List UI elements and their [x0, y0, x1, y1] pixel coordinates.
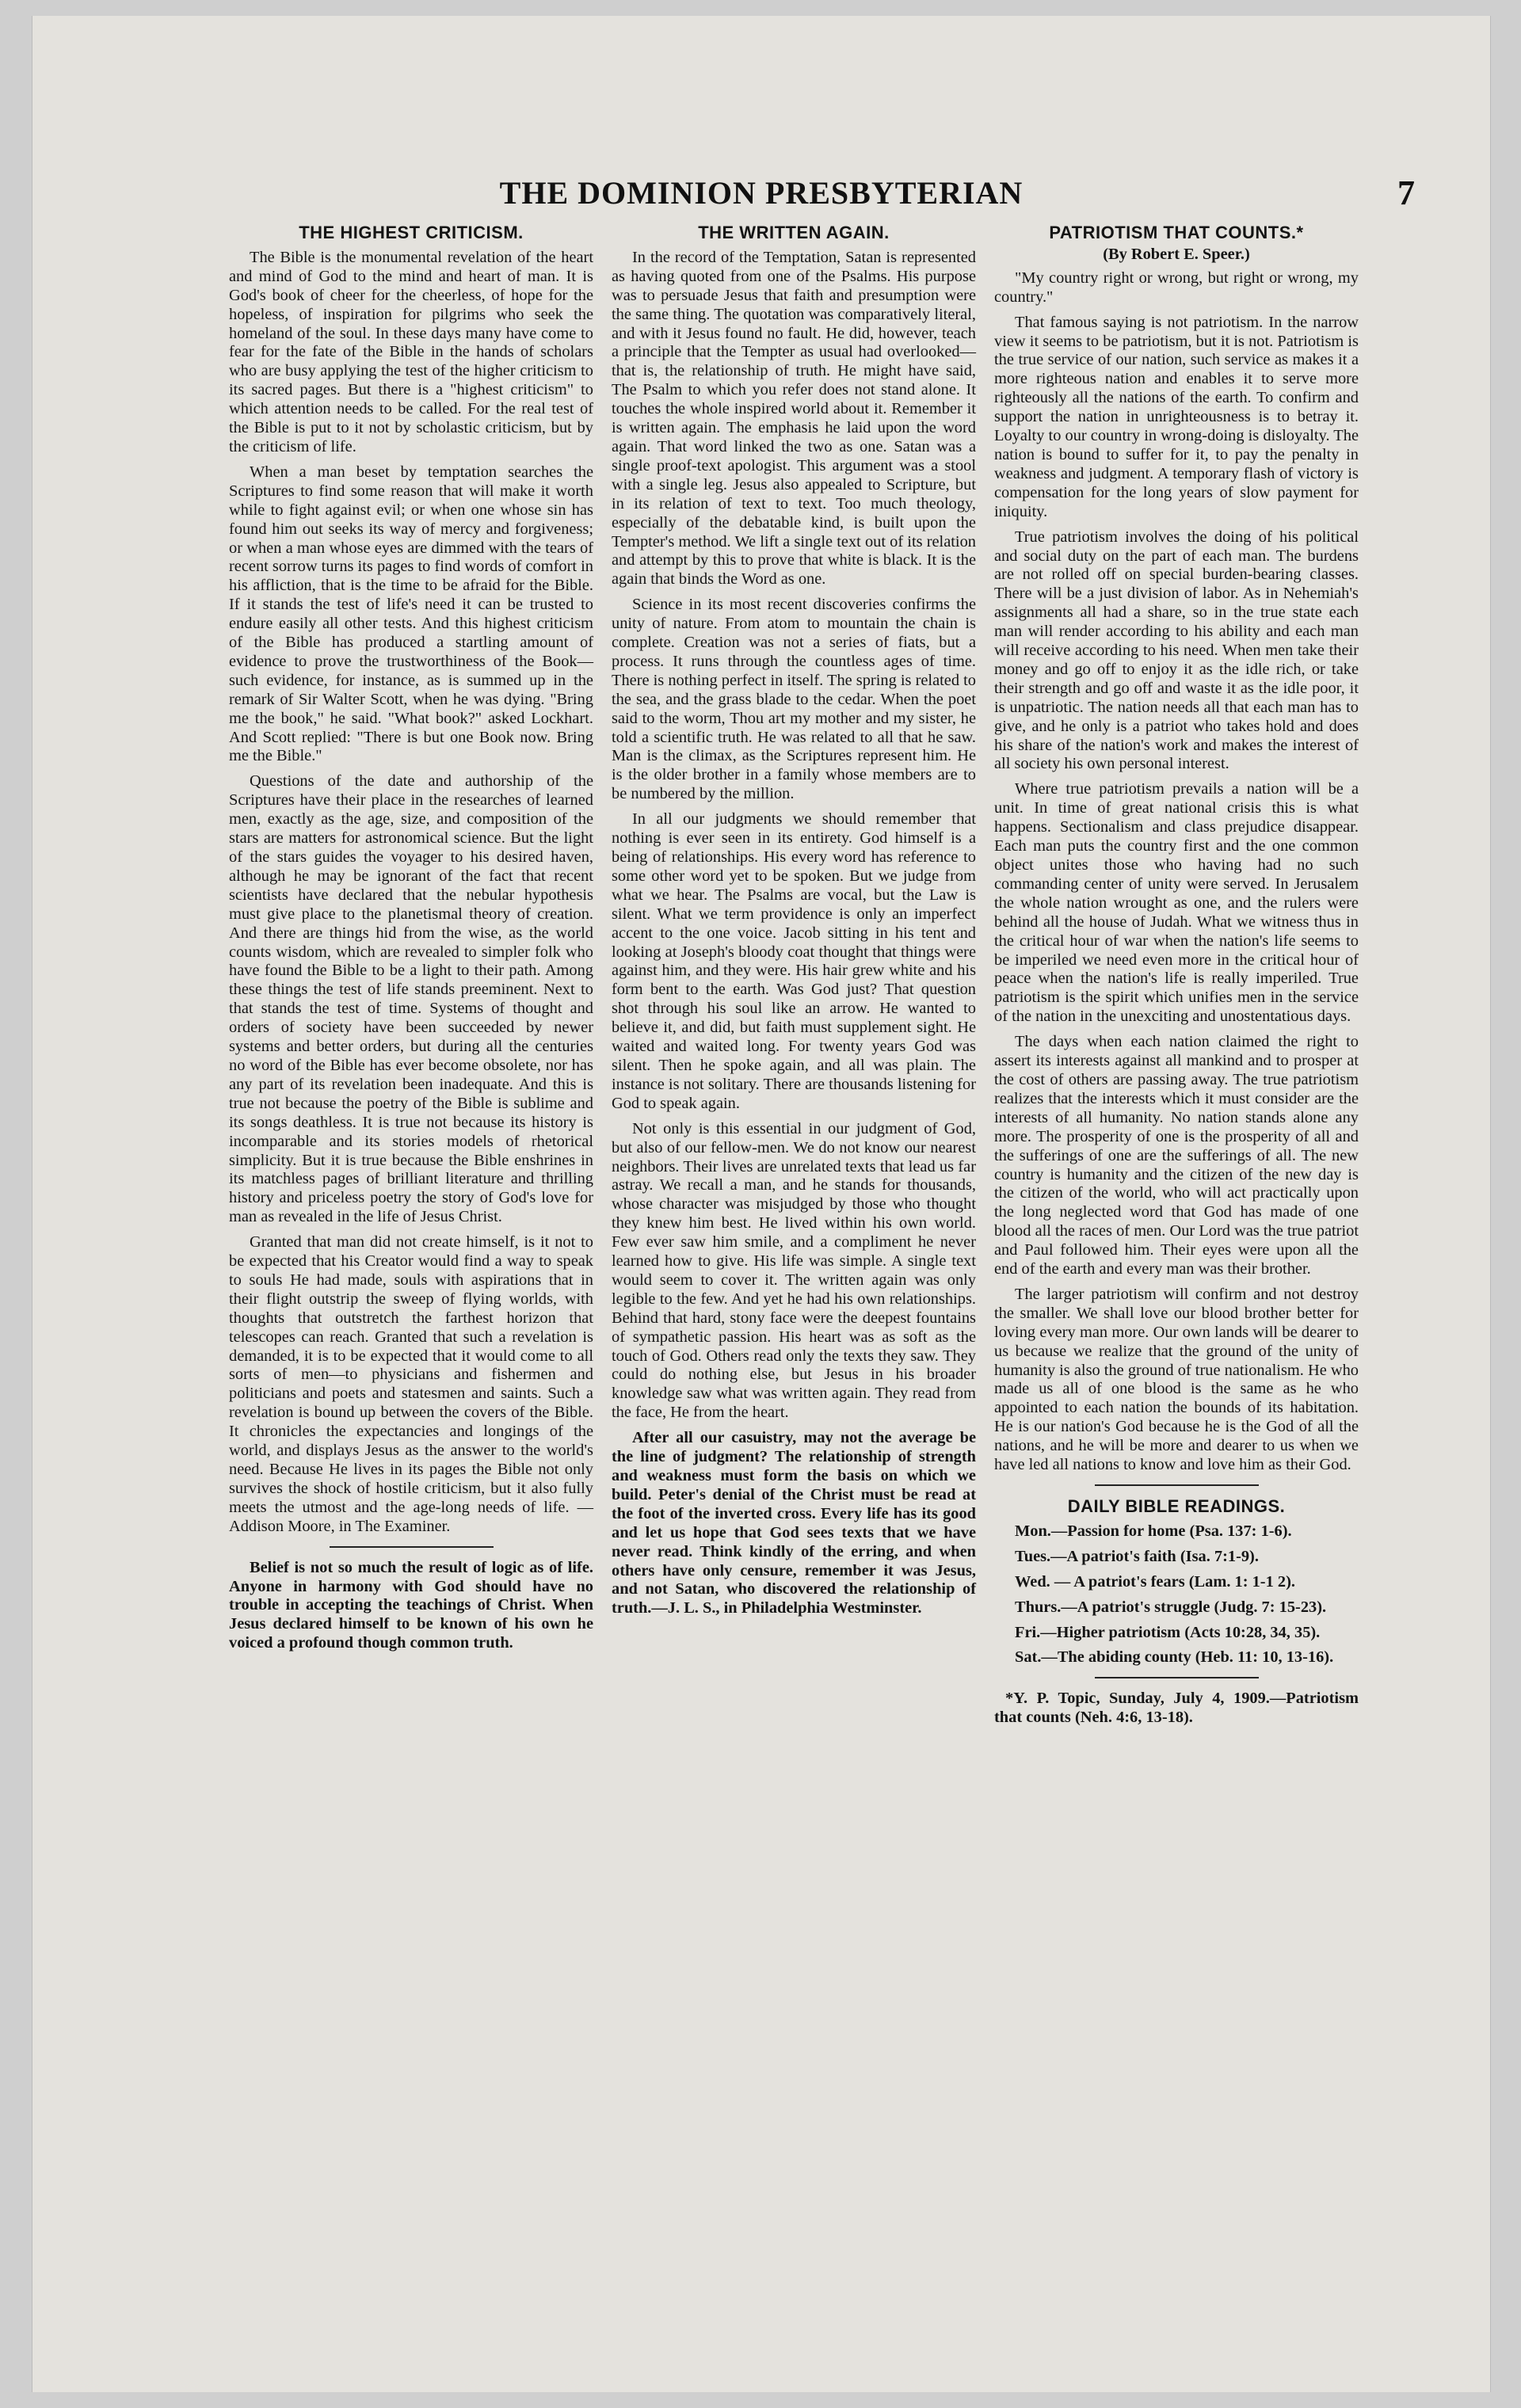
- closing-paragraph: After all our casuistry, may not the average be the line of judgment? The relationship of strength and weakness must form the basis on which we build. Peter's denial of the Christ must be read at the foot of the inverted cross. Every life has its good and let us hope that God sees texts that we have never read. Think kindly of the erring, and when others have only censure, remember it was Jesus, and not Satan, who discovered the relationship of truth.—J. L. S., in Philadelphia Westminster.: [612, 1429, 976, 1617]
- reading-item: Wed. — A patriot's fears (Lam. 1: 1-1 2).: [1015, 1572, 1295, 1591]
- article-paragraph: The larger patriotism will confirm and not destroy the smaller. We shall love our blood brother better for loving every man more. Our own lands will be dearer to us because we realize that the ground of the unity of humanity is also the ground of true nationalism. He who made us all of one blood is the same as he who appointed to each nation the bounds of its habitation. He is our nation's God because he is the God of all the nations, and he will be more and dearer to us when we have led all nations to know and love him as their God.: [994, 1285, 1359, 1474]
- article-title-patriotism: PATRIOTISM THAT COUNTS.*: [1049, 223, 1304, 242]
- column-written-again: [612, 223, 976, 1625]
- article-paragraph: Science in its most recent discoveries confirms the unity of nature. From atom to mountain the chain is complete. Creation was not a series of fiats, but a process. It runs through the countless ages of time. There is nothing perfect in itself. The spring is related to the sea, and the grass blade to the cedar. When the poet said to the worm, Thou art my mother and my sister, he told a scientific truth. He was related to all that he saw. Man is the climax, as the Scriptures represent him. He is the older brother in a family whose members are to be numbered by the million.: [612, 596, 976, 803]
- reading-item: Fri.—Higher patriotism (Acts 10:28, 34, 35).: [1015, 1623, 1321, 1641]
- divider-rule: [1095, 1677, 1259, 1678]
- article-paragraph: Where true patriotism prevails a nation will be a unit. In time of great national crisis this is what happens. Sectionalism and class prejudice disappear. Each man puts the country first and the one common object unites those who having had no such commanding center of unity were served. In Jerusalem the whole nation wrought as one, and the rulers were behind all the house of Judah. What we witness thus in the critical hour of war when the nation's life seems to be imperiled we need even more in the critical hour of peace when the nation's life is really imperiled. True patriotism is the spirit which unifies men in the service of the nation in the unexciting and unostentatious days.: [994, 780, 1359, 1026]
- article-title-written-again: THE WRITTEN AGAIN.: [698, 223, 890, 242]
- divider-rule: [1095, 1484, 1259, 1486]
- article-paragraph: In the record of the Temptation, Satan is represented as having quoted from one of the Psalms. His purpose was to persuade Jesus that faith and presumption were the same thing. The quotation was comparatively literal, and with it Jesus found no fault. He did, however, teach a principle that the Tempter as usual had overlooked—that is, the relationship of truth. He might have said, The Psalm to which you refer does not stand alone. It touches the whole inspired world about it. Remember it is written again. The emphasis he laid upon the word again. That word linked the two as one. Satan was a single proof-text apologist. This argument was a stool with a single leg. Jesus also appealed to Scripture, but in its relation of text to text. Too much theology, especially of the debatable kind, is built upon the Tempter's method. We lift a single text out of its relation and attempt by this to prove that white is black. It is the again that binds the Word as one.: [612, 248, 976, 589]
- article-paragraph: The Bible is the monumental revelation of the heart and mind of God to the mind and heart of man. It is God's book of cheer for the cheerless, of hope for the hopeless, of inspiration for pilgrims who seek the homeland of the soul. In these days many have come to fear for the fate of the Bible in the hands of scholars who are busy applying the test of the higher criticism to its sacred pages. But there is a "highest criticism" to which attention needs to be called. For the real test of the Bible is put to it not by scholastic criticism, but by the criticism of life.: [229, 248, 593, 455]
- article-paragraph: Granted that man did not create himself, is it not to be expected that his Creator would find a way to speak to souls He had made, souls with aspirations that in their flight outstrip the sweep of flying worlds, with thoughts that outstretch the farthest horizon that telescopes can reach. Granted that such a revelation is demanded, it is to be expected that it would come to all sorts of men—to physicians and fishermen and politicians and poets and statesmen and saints. Such a revelation is bound up between the covers of the Bible. It chronicles the expectancies and longings of the world, and displays Jesus as the answer to the world's need. Because He lives in its pages the Bible not only survives the shock of hostile criticism, but it also fully meets the utmost and the age-long needs of life. —Addison Moore, in The Examiner.: [229, 1233, 593, 1535]
- reading-item: Thurs.—A patriot's struggle (Judg. 7: 15-23).: [1015, 1598, 1327, 1616]
- reading-item: Sat.—The abiding county (Heb. 11: 10, 13-16).: [1015, 1648, 1334, 1667]
- reading-item: Mon.—Passion for home (Psa. 137: 1-6).: [1015, 1522, 1292, 1540]
- newspaper-page: [32, 16, 1491, 2392]
- page-number: 7: [1397, 173, 1415, 212]
- article-paragraph: In all our judgments we should remember that nothing is ever seen in its entirety. God himself is a being of relationships. His every word has reference to some other word yet to be spoken. But we judge from what we hear. The Psalms are vocal, but the Law is silent. What we term providence is only an imperfect accent to the one voice. Jacob sitting in his tent and looking at Joseph's bloody coat thought that things were against him, and they were. His hair grew white and his form bent to the earth. Was God just? That question shot through his soul like an arrow. He wanted to believe it, and did, but faith must supplement sight. He waited and waited long. For twenty years God was silent. Then he spoke again, and all was plain. The instance is not solitary. There are thousands listening for God to speak again.: [612, 810, 976, 1112]
- article-paragraph: The days when each nation claimed the right to assert its interests against all mankind and to prosper at the cost of others are passing away. The true patriotism realizes that the interests which it must consider are the interests of all humanity. No nation stands alone any more. The prosperity of one is the prosperity of all and the sufferings of one are the sufferings of all. The new country is humanity and the citizen of the new day is the citizen of the world, who will act practically upon the long neglected word that God has made of one blood all the races of men. Our Lord was the true patriot and Paul followed him. Their eyes were upon all the end of the earth and every man was their brother.: [994, 1033, 1359, 1278]
- article-paragraph: That famous saying is not patriotism. In the narrow view it seems to be patriotism, but it is not. Patriotism is the true service of our nation, such service as makes it a more righteous nation and enables it to serve more righteously all the nations of the earth. To confirm and support the nation in unrighteousness is to betray it. Loyalty to our country in wrong-doing is disloyalty. The nation is bound to suffer for it, to pay the penalty in weakness and judgment. A temporary flash of victory is compensation for the long years of slow payment for iniquity.: [994, 313, 1359, 520]
- closing-paragraph: Belief is not so much the result of logic as of life. Anyone in harmony with God should have no trouble in accepting the teachings of Christ. When Jesus declared himself to be known of his own he voiced a profound though common truth.: [229, 1558, 593, 1652]
- article-title-highest-criticism: THE HIGHEST CRITICISM.: [299, 223, 524, 242]
- byline: (By Robert E. Speer.): [1103, 245, 1250, 263]
- daily-readings-title: DAILY BIBLE READINGS.: [1067, 1496, 1286, 1516]
- column-patriotism: [994, 223, 1359, 1728]
- footnote: *Y. P. Topic, Sunday, July 4, 1909.—Patriotism that counts (Neh. 4:6, 13-18).: [994, 1690, 1359, 1727]
- article-paragraph: Questions of the date and authorship of the Scriptures have their place in the researches of learned men, exactly as the age, size, and composition of the stars are matters for astronomical science. But the light of the stars guides the voyager to his desired haven, although he may be ignorant of the fact that recent scientists have declared that the nebular hypothesis must give place to the planetismal theory of creation. And there are things hid from the wise, as the world counts wisdom, which are revealed to simpler folk who have found the Bible to be a light to their path. Among these things the test of life stands preeminent. Next to that stands the test of time. Systems of thought and orders of society have been succeeded by newer systems and better orders, but during all the centuries no word of the Bible has ever become obsolete, nor has any part of its revelation been inadequate. And this is true not because the poetry of the Bible is sublime and its songs deathless. It is true not because its history is incomparable and its stories models of rhetorical simplicity. But it is true because the Bible enshrines in its matchless pages of brilliant literature and thrilling history and priceless poetry the story of God's love for man as revealed in the life of Jesus Christ.: [229, 772, 593, 1226]
- reading-item: Tues.—A patriot's faith (Isa. 7:1-9).: [1015, 1547, 1259, 1565]
- masthead-title: THE DOMINION PRESBYTERIAN: [499, 175, 1024, 211]
- column-highest-criticism: [229, 223, 593, 1659]
- article-paragraph: True patriotism involves the doing of his political and social duty on the part of each man. The burdens are not rolled off on special burden-bearing classes. There will be a just division of labor. As in Nehemiah's assignments all had a share, so in the true state each man will render according to his ability and each man will receive according to his need. When men take their money and go off to enjoy it as the idle rich, or take their strength and go off and waste it as the idle poor, it is unpatriotic. The nation needs all that each man has to give, and he only is a patriot who takes hold and does his share of the nation's work and makes the interest of all society his own personal interest.: [994, 528, 1359, 773]
- article-paragraph: "My country right or wrong, but right or wrong, my country.": [994, 269, 1359, 306]
- article-paragraph: Not only is this essential in our judgment of God, but also of our fellow-men. We do not know our nearest neighbors. Their lives are unrelated texts that lead us far astray. We recall a man, and he stands for thousands, whose character was misjudged by those who thought they knew him best. He lived within his own world. Few ever saw him smile, and a compliment he never learned how to give. His life was simple. A single text would seem to cover it. The written again was only legible to the few. And yet he had his own relationships. Behind that hard, stony face were the deepest fountains of sympathetic passion. His heart was as soft as the touch of God. Others read only the texts they saw. They could do nothing else, but Jesus in his broader knowledge saw what was written again. They read from the face, He from the heart.: [612, 1119, 976, 1422]
- divider-rule: [330, 1546, 494, 1548]
- article-paragraph: When a man beset by temptation searches the Scriptures to find some reason that will make it worth while to fight against evil; or when one whose sin has found him out seeks its way of mercy and forgiveness; or when a man whose eyes are dimmed with the tears of recent sorrow turns its pages to find words of comfort in his affliction, that is the time to be afraid for the Bible. If it stands the test of life's need it can be trusted to endure easily all other tests. And this highest criticism of the Bible has produced a startling amount of evidence to prove the trustworthiness of the Book—such evidence, for instance, as is summed up in the remark of Sir Walter Scott, when he was dying. "Bring me the book," he said. "What book?" asked Lockhart. And Scott replied: "There is but one Book now. Bring me the Bible.": [229, 463, 593, 765]
